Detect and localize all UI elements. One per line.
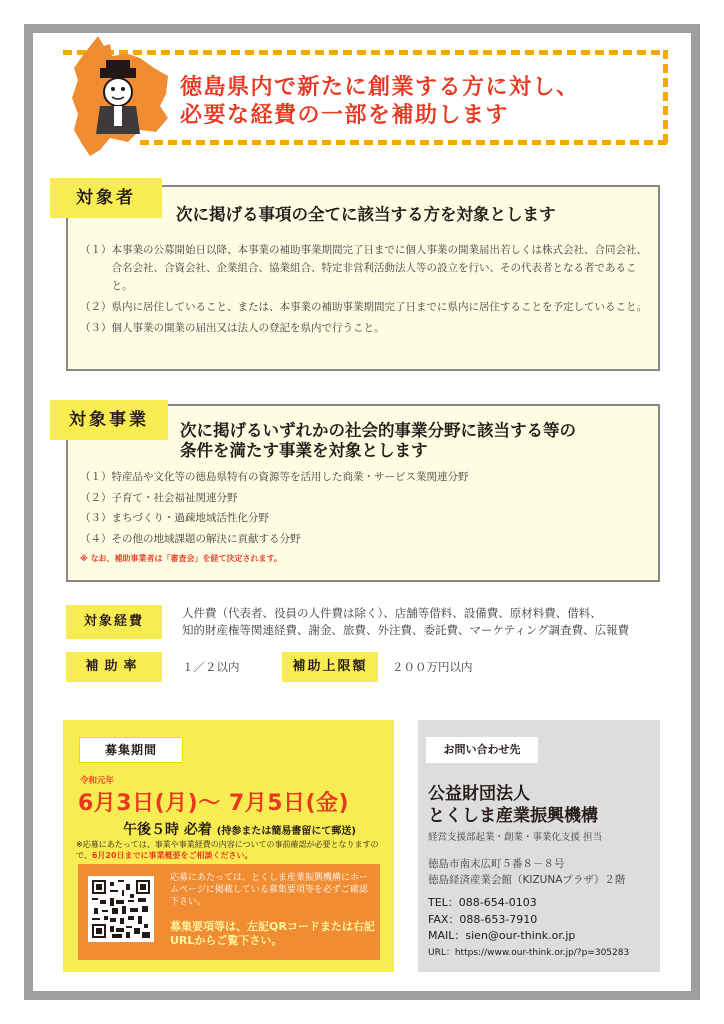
business-list bbox=[80, 468, 650, 568]
notice-bold: 6月20日までに事業概要をご相談ください。 bbox=[91, 851, 253, 860]
qr-instruction-2: 募集要項等は、左記QRコードまたは右記URLからご覧下さい。 bbox=[170, 920, 375, 947]
headline-line1: 徳島県内で新たに創業する方に対し、 bbox=[180, 75, 580, 100]
business-note: ※ なお、補助事業者は「審査会」を経て決定されます。 bbox=[80, 554, 282, 563]
item-text: 特産品や文化等の徳島県特有の資源等を活用した商業・サービス業関連分野 bbox=[111, 471, 469, 483]
qr-instruction: 応募にあたっては、とくしま産業振興機構にホームページに掲載している募集要項等を必ずご確認下さい。 bbox=[170, 873, 369, 907]
org-address bbox=[428, 856, 625, 888]
contact-details bbox=[428, 895, 629, 961]
address-line2: 徳島経済産業会館（KIZUNAプラザ）２階 bbox=[428, 874, 626, 886]
org-name: とくしま産業振興機構 bbox=[428, 806, 598, 826]
list-item bbox=[80, 530, 650, 549]
tel-number[interactable]: TEL：088-654-0103 bbox=[428, 896, 537, 909]
list-item bbox=[80, 489, 650, 508]
item-number: （３） bbox=[80, 512, 112, 524]
recruit-dates: 6月3日(月)〜 7月5日(金) bbox=[78, 791, 350, 816]
business-title-line2: 条件を満たす事業を対象とします bbox=[180, 441, 428, 460]
deadline-time: 午後５時 必着 bbox=[123, 822, 212, 838]
url-link[interactable]: URL：https://www.our-think.or.jp/?p=305283 bbox=[428, 947, 630, 958]
list-item bbox=[80, 241, 650, 295]
list-item bbox=[80, 319, 650, 337]
item-text: 県内に居住していること、または、本事業の補助事業期間完了日までに県内に居住することを予定していること。 bbox=[111, 301, 647, 313]
recruit-deadline bbox=[123, 819, 356, 839]
item-number: （２） bbox=[80, 491, 112, 504]
business-title-line1: 次に掲げるいずれかの社会的事業分野に該当する等の bbox=[180, 421, 576, 440]
max-label: 補助上限額 bbox=[282, 652, 378, 682]
header-dash-right bbox=[663, 50, 668, 145]
item-text: 子育て・社会福祉関連分野 bbox=[111, 491, 238, 504]
item-number: （２） bbox=[80, 301, 112, 313]
rate-label: 補助率 bbox=[66, 652, 162, 682]
target-title: 次に掲げる事項の全てに該当する方を対象とします bbox=[176, 205, 556, 224]
item-number: （３） bbox=[80, 322, 112, 334]
item-number: （１） bbox=[80, 471, 112, 483]
deadline-note: (持参または簡易書留にて郵送) bbox=[216, 826, 356, 837]
header-dash-bottom bbox=[140, 140, 668, 145]
recruit-tag: 募集期間 bbox=[79, 737, 183, 763]
fax-number: FAX：088-653-7910 bbox=[428, 912, 538, 926]
org-dept: 経営支援部起業・創業・事業化支援 担当 bbox=[428, 832, 603, 843]
recruit-notice bbox=[76, 839, 388, 861]
tokushima-mascot-icon bbox=[70, 34, 170, 164]
item-number: （１） bbox=[80, 244, 112, 256]
business-tag: 対象事業 bbox=[50, 400, 168, 440]
headline-line2: 必要な経費の一部を補助します bbox=[180, 103, 510, 128]
contact-tag: お問い合わせ先 bbox=[426, 737, 538, 763]
item-text: 個人事業の開業の届出又は法人の登記を県内で行うこと。 bbox=[111, 322, 385, 334]
business-title bbox=[180, 421, 650, 461]
qr-code-icon[interactable] bbox=[88, 876, 154, 942]
notice-text: ※応募にあたっては、事業や事業経費の内容についての事前確認が必要となりますので、 bbox=[76, 840, 379, 860]
max-value: ２００万円以内 bbox=[392, 660, 473, 674]
mail-address[interactable]: MAIL：sien@our-think.or.jp bbox=[428, 929, 576, 942]
org-type: 公益財団法人 bbox=[428, 784, 530, 804]
item-number: （４） bbox=[80, 532, 112, 545]
item-text: 本事業の公募開始日以降、本事業の補助事業期間完了日までに個人事業の開業届出若しくは株式会社、合同会社、合名会社、合資会社、企業組合、協業組合、特定非営利活動法人等の設立を行い、その代表者となる者であること。 bbox=[111, 244, 647, 292]
target-list bbox=[80, 241, 650, 340]
headline bbox=[180, 74, 660, 130]
list-item bbox=[80, 468, 650, 487]
item-text: その他の地域課題の解決に貢献する分野 bbox=[111, 532, 301, 545]
cost-line1: 人件費（代表者、役員の人件費は除く）、店舗等借料、設備費、原材料費、借料、 bbox=[182, 606, 602, 620]
list-item bbox=[80, 298, 650, 316]
address-line1: 徳島市南末広町５番８－８号 bbox=[428, 858, 565, 870]
rate-value: １／２以内 bbox=[182, 660, 240, 674]
cost-label: 対象経費 bbox=[66, 605, 162, 639]
item-text: まちづくり・過疎地域活性化分野 bbox=[111, 512, 269, 524]
cost-line2: 知的財産権等関連経費、謝金、旅費、外注費、委託費、マーケティング調査費、広報費 bbox=[182, 623, 630, 637]
cost-text bbox=[182, 605, 672, 639]
recruit-era: 令和元年 bbox=[80, 776, 115, 786]
target-tag: 対象者 bbox=[50, 178, 162, 218]
list-item bbox=[80, 509, 650, 528]
